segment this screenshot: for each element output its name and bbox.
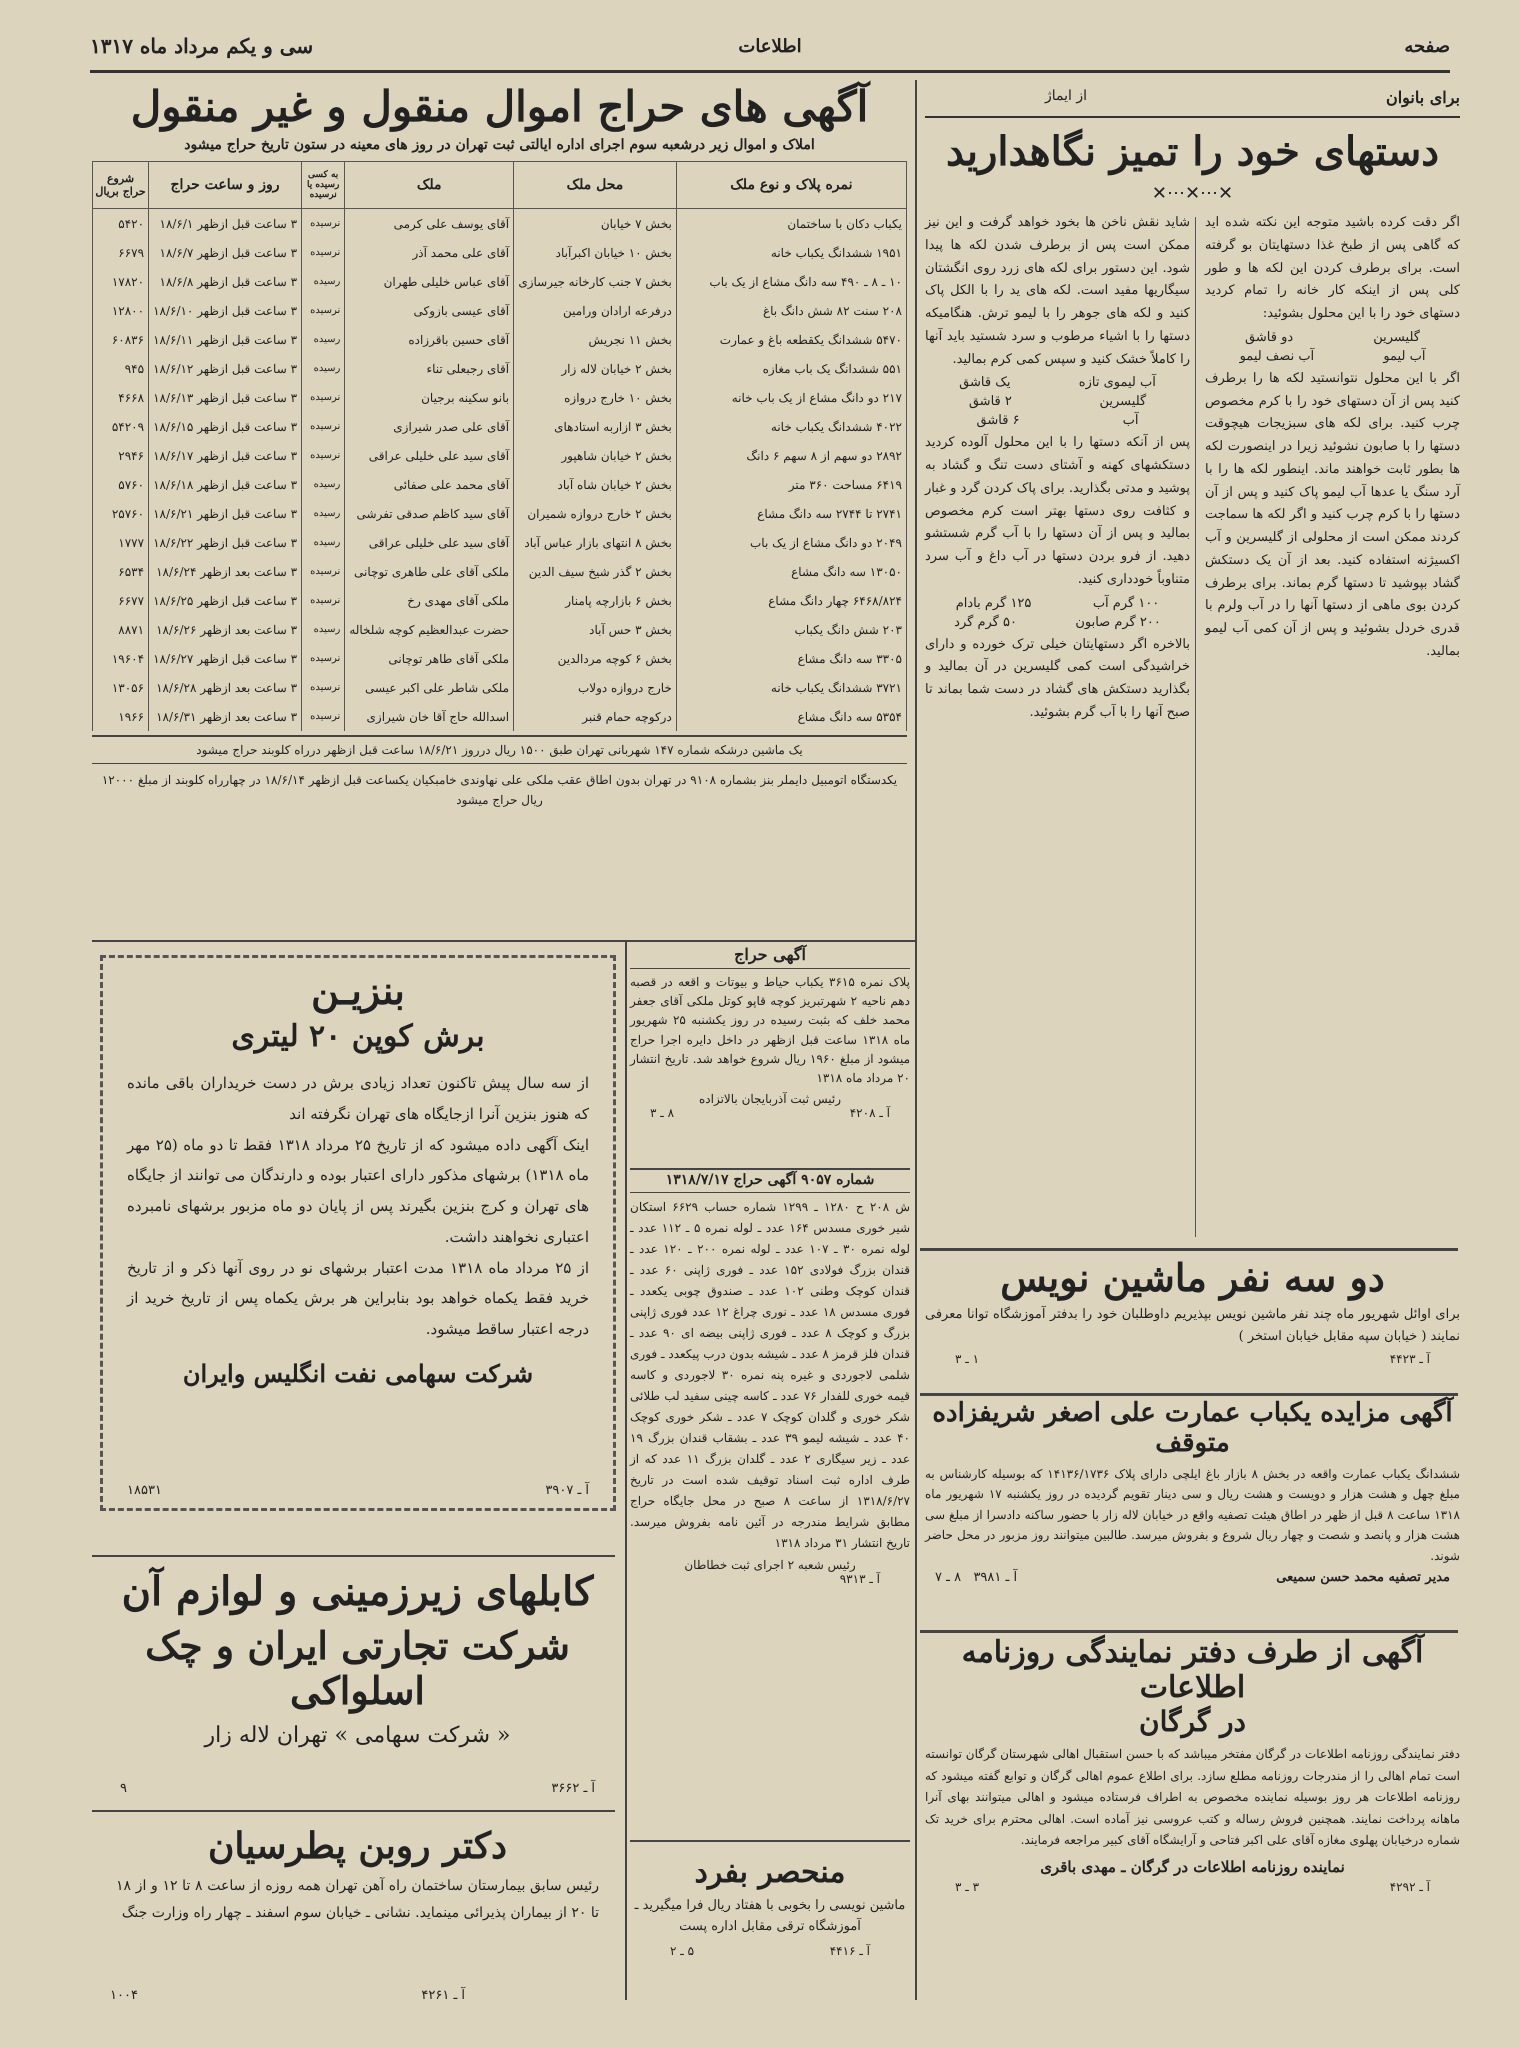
auction-title: آگهی های حراج اموال منقول و غیر منقول	[130, 82, 869, 131]
section-divider	[92, 1555, 615, 1557]
table-cell: بخش ۶ بازارچه پامنار	[514, 586, 677, 615]
table-cell: رسیده	[302, 528, 345, 557]
table-cell: ۶۶۷۷	[93, 586, 149, 615]
table-cell: ملکی شاطر علی اکبر عیسی	[345, 673, 514, 702]
table-cell: بخش ۲ گذر شیخ سیف الدین	[514, 557, 677, 586]
page-header	[90, 30, 1450, 73]
table-cell: آقای سید علی خلیلی عراقی	[345, 441, 514, 470]
table-cell: ۲۰۸ سنت ۸۲ شش دانگ باغ	[676, 296, 906, 325]
ad-code: ۹	[120, 1781, 127, 1796]
section-divider	[920, 1393, 1458, 1396]
table-cell: ۳ ساعت قبل ازظهر ۱۸/۶/۲۵	[149, 586, 302, 615]
ad-codes: آ ـ ۴۲۰۸ ۸ ـ ۳	[650, 1106, 890, 1121]
table-cell: ملکی آقای مهدی رخ	[345, 586, 514, 615]
ad-subtitle: در گرگان	[1139, 1705, 1246, 1738]
table-cell: ۶۴۶۸/۸۲۴ چهار دانگ مشاع	[676, 586, 906, 615]
ad-code: ۱۰۰۴	[110, 1988, 138, 2003]
table-cell: بخش ۷ خیابان	[514, 209, 677, 239]
table-cell: ۳ ساعت قبل ازظهر ۱۸/۶/۷	[149, 238, 302, 267]
section-divider	[920, 1630, 1458, 1633]
table-cell: اسدالله حاج آقا خان شیرازی	[345, 702, 514, 731]
issue-date: سی و یکم مرداد ماه ۱۳۱۷	[90, 34, 314, 58]
ladies-col-right: اگر دقت کرده باشید متوجه این نکته شده اید که گاهی پس از طبخ غذا دستهایتان بو گرفته است. برای برطرف کردن این لکه ها و طور کلی پس از اینکه کار خانه را تمام کردید دستهای خود را با این محلول بشوئید: گلیسرین دو قاشق آب لیمو آب نصف لیمو اگر با این محلول نتوانستید لکه ها را برطرف کنید پس از آن دستهای خود را با کرم مخصوص چرب کنید. برای لکه های سبزیجات هیچوقت دستها را با صابون نشوئید زیرا در اینصورت لکه ها بطور ثابت خواهند ماند. اینطور لکه ها را با آرد سنگ یا عدها آب لیمو پاک کنید و پس از آن دستها را با کرم چرب کنید و اگر لکه ها سماجت کردند ممکن است از محلولی از گلیسرین و آب اکسیژنه استفاده کنید. بعد از آن یک دستکش گشاد بپوشید تا دستها گرم بماند. برای برطرف کردن بوی ماهی از دستها آنها را در آب ولرم با قدری خردل بشوئید و پس از آن کمی آب لیمو بمالید.	[1205, 215, 1460, 659]
table-cell: ۲۹۴۶	[93, 441, 149, 470]
table-row	[93, 499, 907, 528]
ad-body: ش ۲۰۸ ح ۱۲۸۰ ـ ۱۲۹۹ شماره حساب ۶۶۲۹ استکان شیر خوری مسدس ۱۶۴ عدد ـ لوله نمره ۵ ـ ۱۱۲ عدد ـ لوله نمره ۳۰ ـ ۱۰۷ عدد ـ لوله نمره ۲۰۰ ـ ۱۲۰ عدد ـ قندان بزرگ فولادی ۱۵۲ عدد ـ فوری ژاپنی ۶۰ عدد ـ قندان کوچک وطنی ۱۰۲ عدد ـ صندوق چوبی یکعدد ـ فوری مسدس ۱۸ عدد ـ نوری چراغ ۱۲ عدد فوری ژاپنی بزرگ و کوچک ۸ عدد ـ فوری ژاپنی بیضه ای ۹۰ عدد ـ قندان فلز قرمز ۸ عدد ـ شیشه بدون درب پیکعدد ـ فوری شلمی لاجوردی و غیره پنه نمره ۳۰ لاجوردی و کاسه قیمه خوری للفدار ۷۶ عدد ـ کاسه چینی سفید لب طلائی شکر خوری و گلدان کوچک ۷ عدد ـ شکر خوری کوچک ۴۰ عدد ـ شیشه لیمو ۳۹ عدد ـ بشقاب قندان بزرگ ۱۹ عدد ـ زیر سیگاری ۲ عدد ـ گلدان بزرگ ۱۱ عدد که از طرف اداره ثبت اسناد توقیف شده است در تاریخ ۱۳۱۸/۶/۲۷ از ساعت ۸ صبح در محل جایگاه حراج مطابق شرایط مندرجه در آئین نامه بفروش میرسد. تاریخ انتشار ۳۱ مرداد ۱۳۱۸	[630, 1200, 911, 1550]
table-row	[93, 528, 907, 557]
table-cell: ۳ ساعت قبل ازظهر ۱۸/۶/۸	[149, 267, 302, 296]
gorgan-ad	[925, 1635, 1460, 2005]
table-cell: ۴۶۶۸	[93, 383, 149, 412]
recipe-line: آب لیموی تازه یک قاشق	[959, 375, 1156, 391]
ad-body: ماشین نویسی را بخوبی با هفتاد ریال فرا میگیرید ـ آموزشگاه ترقی مقابل اداره پست	[634, 1898, 906, 1934]
ad-codes: آ ـ ۴۲۹۲ ۳ ـ ۳	[955, 1879, 1430, 1894]
table-cell: آقای عباس خلیلی طهران	[345, 267, 514, 296]
table-cell: ۵۵۱ ششدانگ یک باب مغازه	[676, 354, 906, 383]
table-cell: ۱۷۷۷	[93, 528, 149, 557]
table-cell: ۳ ساعت قبل ازظهر ۱۸/۶/۲۲	[149, 528, 302, 557]
table-cell: ۳ ساعت قبل ازظهر ۱۸/۶/۱۷	[149, 441, 302, 470]
ad-body: رئیس سابق بیمارستان ساختمان راه آهن تهران همه روزه از ساعت ۸ تا ۱۲ و از ۱۸ تا ۲۰ از بیماران پذیرائی مینماید. نشانی ـ خیابان سوم اسفند ـ چهار راه وزارت جنگ	[116, 1878, 599, 1921]
table-cell: رسیده	[302, 267, 345, 296]
table-cell: ۱۰ ـ ۸ ـ ۴۹۰ سه دانگ مشاع از یک باب	[676, 267, 906, 296]
recipe-line: آب ۶ قاشق	[976, 413, 1139, 429]
ad-footer	[925, 1566, 1460, 1589]
table-cell: ۹۴۵	[93, 354, 149, 383]
column-divider	[625, 940, 627, 2000]
table-cell: بخش ۱۰ خارج دروازه	[514, 383, 677, 412]
table-cell: آقای محمد علی صفائی	[345, 470, 514, 499]
recipe-line: ۱۰۰ گرم آب ۱۲۵ گرم بادام	[955, 595, 1160, 611]
table-cell: آقای علی محمد آذر	[345, 238, 514, 267]
table-row	[93, 615, 907, 644]
table-cell: ۵۳۵۴ سه دانگ مشاع	[676, 702, 906, 731]
table-cell: نرسیده	[302, 238, 345, 267]
haraj-small-ad	[630, 945, 910, 1170]
ad-signature: مدیر تصفیه محمد حسن سمیعی	[1276, 1569, 1450, 1585]
table-cell: ۶۴۱۹ مساحت ۳۶۰ متر	[676, 470, 906, 499]
source-label: از ایماژ	[1045, 88, 1088, 104]
auction-notice	[92, 82, 907, 932]
ad-codes: آ ـ ۴۴۲۳ ۱ ـ ۳	[955, 1352, 1430, 1367]
table-cell: رسیده	[302, 615, 345, 644]
table-cell: نرسیده	[302, 209, 345, 239]
table-cell: بخش ۷ جنب کارخانه جیرسازی	[514, 267, 677, 296]
table-row	[93, 557, 907, 586]
table-cell: رسیده	[302, 354, 345, 383]
table-cell: ۳ ساعت قبل ازظهر ۱۸/۶/۱	[149, 209, 302, 239]
table-cell: آقای یوسف علی کرمی	[345, 209, 514, 239]
table-cell: ۵۴۲۰۹	[93, 412, 149, 441]
table-cell: ۳ ساعت قبل ازظهر ۱۸/۶/۱۰	[149, 296, 302, 325]
table-row	[93, 673, 907, 702]
table-cell: آقای علی صدر شیرازی	[345, 412, 514, 441]
table-cell: ۱۳۰۵۶	[93, 673, 149, 702]
table-row	[93, 296, 907, 325]
ad-signature: رئیس ثبت آذربایجان بالاتزاده	[698, 1092, 842, 1107]
table-cell: بخش ۲ خیابان شاهپور	[514, 441, 677, 470]
auction-footnote: یکدستگاه اتومبیل دایملر بنز بشماره ۹۱۰۸ در تهران بدون اطاق عقب ملکی علی نهاوندی خامبکیان یکساعت قبل ازظهر ۱۸/۶/۱۴ در چهارراه کلوبند از مبلغ ۱۲۰۰۰ ریال حراج میشود	[92, 763, 907, 811]
table-cell: نرسیده	[302, 412, 345, 441]
haraj-9057-ad	[630, 1172, 910, 1812]
table-cell: بخش ۸ انتهای بازار عباس آباد	[514, 528, 677, 557]
table-cell: بخش ۲ خیابان شاه آباد	[514, 470, 677, 499]
table-cell: ۱۳۰۵۰ سه دانگ مشاع	[676, 557, 906, 586]
col-header: به کسی رسیده یا نرسیده	[302, 162, 345, 209]
table-cell: رسیده	[302, 325, 345, 354]
auction-subtitle: املاک و اموال زیر درشعبه سوم اجرای اداره ایالتی ثبت تهران در روز های معینه در ستون تاریخ حراج میشود	[184, 137, 815, 153]
table-cell: بخش ۳ حس آباد	[514, 615, 677, 644]
table-cell: ۳ ساعت قبل ازظهر ۱۸/۶/۱۳	[149, 383, 302, 412]
table-cell: نرسیده	[302, 557, 345, 586]
table-cell: نرسیده	[302, 441, 345, 470]
table-cell: آقای عیسی بازوکی	[345, 296, 514, 325]
table-row	[93, 586, 907, 615]
table-cell: درکوچه حمام قنبر	[514, 702, 677, 731]
ad-code: آ ـ ۳۶۶۲	[551, 1781, 595, 1796]
table-cell: ۳ ساعت قبل ازظهر ۱۸/۶/۱۱	[149, 325, 302, 354]
inner-divider	[1195, 217, 1196, 1237]
table-cell: یکباب دکان با ساختمان	[676, 209, 906, 239]
column-divider	[915, 1150, 917, 2000]
table-cell: ۳ ساعت قبل ازظهر ۱۸/۶/۱۸	[149, 470, 302, 499]
ad-title: کابلهای زیرزمینی و لوازم آن	[121, 1568, 594, 1615]
page-label: صفحه	[1404, 36, 1450, 57]
col-header: نمره پلاک و نوع ملک	[676, 162, 906, 209]
table-cell: ۶۰۸۳۶	[93, 325, 149, 354]
ad-signature: نماینده روزنامه اطلاعات در گرگان ـ مهدی باقری	[1040, 1857, 1345, 1876]
recipe-line: ۲۰۰ گرم صابون ۵۰ گرم گرد	[954, 614, 1161, 630]
ad-title: آگهی مزایده یکباب عمارت علی اصغر شریفزاده متوقف	[932, 1398, 1453, 1458]
table-cell: ۵۴۲۰	[93, 209, 149, 239]
table-cell: ۱۹۵۱ ششدانگ یکباب خانه	[676, 238, 906, 267]
auction-footnote: یک ماشین درشکه شماره ۱۴۷ شهربانی تهران طبق ۱۵۰۰ ریال درروز ۱۸/۶/۲۱ ساعت قبل ازظهر درراه کلوبند حراج میشود	[92, 735, 907, 757]
section-divider	[92, 1810, 615, 1812]
ladies-col-left: شاید نقش ناخن ها بخود خواهد گرفت و این نیز ممکن است پس از برطرف شدن لکه ها پیدا شود. این دستور برای لکه های زرد روی انگشتان سیگاریها مفید است. لکه های ید را با الکل پاک کنید و لکه های جوهر را با لیمو ترش. هنگامیکه دستها را با اشیاء مرطوب و سرد شستید باید آنها را کاملاً خشک کنید و سپس کمی کرم بمالید. آب لیموی تازه یک قاشق گلیسرین ۲ قاشق آب ۶ قاشق پس از آنکه دستها را با این محلول آلوده کردید دستکشهای کهنه و آشتای دست تنگ و گشاد به پوشید و مدتی بگذارید. برای پاک کردن گرد و غبار و کثافت روی دستها بهتر است کرم مخصوص بمالید و پس از آن دستها را با آب گرم شستشو دهید. از فرو بردن دستها در آب داغ و آب سرد متناوباً خودداری کنید. ۱۰۰ گرم آب ۱۲۵ گرم بادام ۲۰۰ گرم صابون ۵۰ گرم گرد بالاخره اگر دستهایتان خیلی ترک خورده و دارای خراشیدگی است کمی گلیسرین در آن بمالید و بگذارید دستکش های گشاد در دست شما بماند تا صبح آنها را با آب گرم بشوئید.	[925, 215, 1190, 720]
table-cell: ملکی آقای علی طاهری توچانی	[345, 557, 514, 586]
table-row	[93, 441, 907, 470]
ad-code: آ ـ ۹۳۱۳	[839, 1572, 880, 1586]
ad-title: منحصر بفرد	[694, 1855, 846, 1890]
recipe-line: گلیسرین ۲ قاشق	[968, 394, 1147, 410]
table-cell: بخش ۳ ازاربه استادهای	[514, 412, 677, 441]
ad-body: پلاک نمره ۳۶۱۵ یکباب حیاط و بیوتات و اقعه در قصبه دهم ناحیه ۲ شهرتبریز کوچه قاپو کوتل ملکی آقای جعفر محمد خلف که بثبت رسیده در روز یکشنبه ۲۵ شهریور ماه ۱۳۱۸ ساعت قبل ازظهر در داخل دایره اجرا حراج میشود از مبلغ ۱۹۶۰ ریال شروع خواهد شد. تاریخ انتشار ۲۰ مرداد ماه ۱۳۱۸	[630, 975, 911, 1085]
table-cell: ۲۸۹۲ دو سهم از ۸ سهم ۶ دانگ	[676, 441, 906, 470]
table-cell: ۸۸۷۱	[93, 615, 149, 644]
table-cell: ۱۷۸۲۰	[93, 267, 149, 296]
ad-title: دکتر روبن پطرسیان	[207, 1825, 507, 1867]
doctor-ad	[100, 1815, 615, 2005]
table-cell: ۲۰۴۹ دو دانگ مشاع از یک باب	[676, 528, 906, 557]
table-cell: ۳ ساعت قبل ازظهر ۱۸/۶/۲۷	[149, 644, 302, 673]
company-address: « شرکت سهامی » تهران لاله زار	[204, 1723, 511, 1748]
table-cell: نرسیده	[302, 673, 345, 702]
table-cell: ۳ ساعت بعد ازظهر ۱۸/۶/۲۸	[149, 673, 302, 702]
recipe-line: گلیسرین دو قاشق	[1245, 329, 1420, 345]
ad-body: دفتر نمایندگی روزنامه اطلاعات در گرگان مفتخر میباشد که با حسن استقبال اهالی شهرستان گرگان توانسته است تمام اهالی را از مندرجات روزنامه مطلع سازد. برای اطلاع عموم اهالی گرگان و توابع گفته میشود که روزنامه اطلاعات هر روز بوسیله نماینده مخصوص به اطراف فرستاده میشود و اهالی میتوانند بهای آنرا ماهانه پرداخت نمایند. همچنین فروش رساله و کتب عروسی نیز آماده است. اهالی محترم برای خرید تک شماره درخیابان پهلوی مغازه آقای علی اکبر فتاحی و آرایشگاه آقای کبیر مراجعه فرمایند.	[925, 1747, 1460, 1848]
section-divider	[92, 940, 915, 942]
table-cell: ۳ ساعت قبل ازظهر ۱۸/۶/۲۱	[149, 499, 302, 528]
table-cell: آقای سید کاظم صدقی تفرشی	[345, 499, 514, 528]
ad-title: آگهی حراج	[630, 945, 910, 969]
table-row	[93, 238, 907, 267]
table-cell: ۴۰۲۲ ششدانگ یکباب خانه	[676, 412, 906, 441]
table-cell: ۳ ساعت قبل ازظهر ۱۸/۶/۱۵	[149, 412, 302, 441]
table-cell: ۳۷۲۱ ششدانگ یکباب خانه	[676, 673, 906, 702]
ad-code: آ ـ ۳۹۰۷	[545, 1483, 589, 1498]
ad-title: بنزیـن	[311, 968, 405, 1013]
table-cell: ۳ ساعت قبل ازظهر ۱۸/۶/۱۲	[149, 354, 302, 383]
table-cell: ۲۰۳ شش دانگ یکباب	[676, 615, 906, 644]
table-cell: رسیده	[302, 499, 345, 528]
table-cell: ۳ ساعت بعد ازظهر ۱۸/۶/۲۴	[149, 557, 302, 586]
table-cell: ملکی آقای طاهر توچانی	[345, 644, 514, 673]
ad-body: ششدانگ یکباب عمارت واقعه در بخش ۸ بازار باغ ایلچی دارای پلاک ۱۴۱۳۶/۱۷۳۶ که بوسیله کارشناس به مبلغ چهل و هشت هزار و دویست و هشت ریال و سی دینار تقویم گردیده در روز یکشنبه ۱۷ شهریور ماه ۱۳۱۸ ساعت ۸ قبل از ظهر در اطاق هیئت تصفیه واقع در خیابان لاله زار با حضور ساکنه دادسرا از مبلغ سی هشت هزار و پانصد و شصت و چهار ریال شروع و بفروش میرسد. طالبین میتوانند روز مزبور در محل حاضر شوند.	[925, 1467, 1460, 1563]
table-cell: آقای رجبعلی تناء	[345, 354, 514, 383]
table-cell: بخش ۱۰ خیابان اکبرآباد	[514, 238, 677, 267]
benzin-ad	[100, 955, 616, 1511]
section-divider	[630, 1840, 910, 1842]
table-cell: نرسیده	[302, 383, 345, 412]
section-divider	[630, 1168, 910, 1170]
section-divider	[920, 1248, 1458, 1251]
table-row	[93, 702, 907, 731]
table-cell: حضرت عبدالعظیم کوچه شلخاله	[345, 615, 514, 644]
ad-body: از سه سال پیش تاکنون تعداد زیادی برش در دست خریداران باقی مانده که هنوز بنزین آنرا ازجایگاه های تهران نگرفته اند اینک آگهی داده میشود که از تاریخ ۲۵ مرداد ۱۳۱۸ فقط تا دو ماه (۲۵ مهر ماه ۱۳۱۸) برشهای مذکور دارای اعتبار بوده و دارندگان می توانند از جایگاه های تهران و کرج بنزین بگیرند پس از پایان دو ماه مزبور برشهای نامبرده اعتباری نخواهند داشت. از ۲۵ مرداد ماه ۱۳۱۸ مدت اعتبار برشهای نو در روی آنها ذکر و از تاریخ خرید فقط یکماه خواهد بود بنابراین هر برش یکماه پس از تاریخ خرید از درجه اعتبار ساقط میشود.	[127, 1074, 589, 1338]
table-cell: ۳ ساعت بعد ازظهر ۱۸/۶/۳۱	[149, 702, 302, 731]
table-row	[93, 412, 907, 441]
table-cell: نرسیده	[302, 644, 345, 673]
col-header: محل ملک	[514, 162, 677, 209]
table-cell: نرسیده	[302, 586, 345, 615]
ladies-article	[925, 82, 1460, 1237]
monhaser-ad	[630, 1855, 910, 2005]
table-cell: آقای سید علی خلیلی عراقی	[345, 528, 514, 557]
table-cell: رسیده	[302, 470, 345, 499]
mozayede-ad	[925, 1398, 1460, 1623]
table-row	[93, 267, 907, 296]
ad-signature: رئیس شعبه ۲ اجرای ثبت خطاطان	[684, 1558, 856, 1572]
ad-code: آ ـ ۳۹۸۱ ۸ ـ ۷	[935, 1569, 1018, 1585]
ornament-divider: ✕⋯✕⋯✕	[1151, 183, 1234, 204]
table-cell: بانو سکینه برجیان	[345, 383, 514, 412]
table-row	[93, 325, 907, 354]
table-cell: نرسیده	[302, 702, 345, 731]
ad-body: برای اوائل شهریور ماه چند نفر ماشین نویس بپذیریم داوطلبان خود را بدفتر آموزشگاه توانا معرفی نمایند ( خیابان سپه مقابل خیابان استخر )	[925, 1307, 1460, 1345]
company-name: شرکت سهامی نفت انگلیس وایران	[182, 1358, 534, 1388]
typist-ad	[925, 1255, 1460, 1385]
column-divider	[915, 80, 917, 1150]
ad-codes: آ ـ ۴۴۱۶ ۵ ـ ۲	[670, 1943, 870, 1958]
ad-code: آ ـ ۴۲۶۱	[421, 1988, 465, 2003]
company-name: شرکت تجارتی ایران و چک اسلواکی	[145, 1623, 570, 1713]
table-cell: ۲۷۴۱ تا ۲۷۴۴ سه دانگ مشاع	[676, 499, 906, 528]
table-cell: ۵۴۷۰ ششدانگ یکقطعه باغ و عمارت	[676, 325, 906, 354]
table-row	[93, 383, 907, 412]
table-cell: ۶۵۳۴	[93, 557, 149, 586]
ad-code: ۱۸۵۳۱	[127, 1483, 162, 1498]
auction-table	[92, 161, 907, 731]
table-cell: ۲۱۷ دو دانگ مشاع از یک باب خانه	[676, 383, 906, 412]
table-cell: بخش ۲ خیابان لاله زار	[514, 354, 677, 383]
cables-ad	[100, 1560, 615, 1810]
col-header: شروع حراج بریال	[93, 162, 149, 209]
recipe-line: آب لیمو آب نصف لیمو	[1239, 348, 1426, 364]
table-row	[93, 644, 907, 673]
table-cell: خارج دروازه دولاب	[514, 673, 677, 702]
section-label: برای بانوان	[1385, 88, 1460, 107]
table-cell: ۶۶۷۹	[93, 238, 149, 267]
table-cell: ۳۳۰۵ سه دانگ مشاع	[676, 644, 906, 673]
table-cell: درفرعه ارادان ورامین	[514, 296, 677, 325]
table-cell: ۲۵۷۶۰	[93, 499, 149, 528]
table-cell: بخش ۲ خارج دروازه شمیران	[514, 499, 677, 528]
table-cell: ۵۷۶۰	[93, 470, 149, 499]
col-header: روز و ساعت حراج	[149, 162, 302, 209]
table-cell: ۱۹۶۶	[93, 702, 149, 731]
table-row	[93, 209, 907, 239]
ad-title: آگهی از طرف دفتر نمایندگی روزنامه اطلاعات	[961, 1635, 1424, 1705]
table-cell: نرسیده	[302, 296, 345, 325]
ad-title: شماره ۹۰۵۷ آگهی حراج ۱۳۱۸/۷/۱۷	[630, 1172, 910, 1193]
ad-subtitle: برش کوپن ۲۰ لیتری	[231, 1019, 485, 1054]
table-cell: آقای حسین باقرزاده	[345, 325, 514, 354]
col-header: ملک	[345, 162, 514, 209]
table-row	[93, 470, 907, 499]
table-cell: ۱۹۶۰۴	[93, 644, 149, 673]
table-cell: ۳ ساعت بعد ازظهر ۱۸/۶/۲۶	[149, 615, 302, 644]
ad-title: دو سه نفر ماشین نویس	[1000, 1255, 1385, 1300]
table-row	[93, 354, 907, 383]
table-cell: ۱۲۸۰۰	[93, 296, 149, 325]
article-title: دستهای خود را تمیز نگاهدارید	[945, 128, 1440, 175]
table-cell: بخش ۶ کوچه مردالدین	[514, 644, 677, 673]
newspaper-name: اطلاعات	[738, 36, 802, 57]
table-cell: بخش ۱۱ نجریش	[514, 325, 677, 354]
